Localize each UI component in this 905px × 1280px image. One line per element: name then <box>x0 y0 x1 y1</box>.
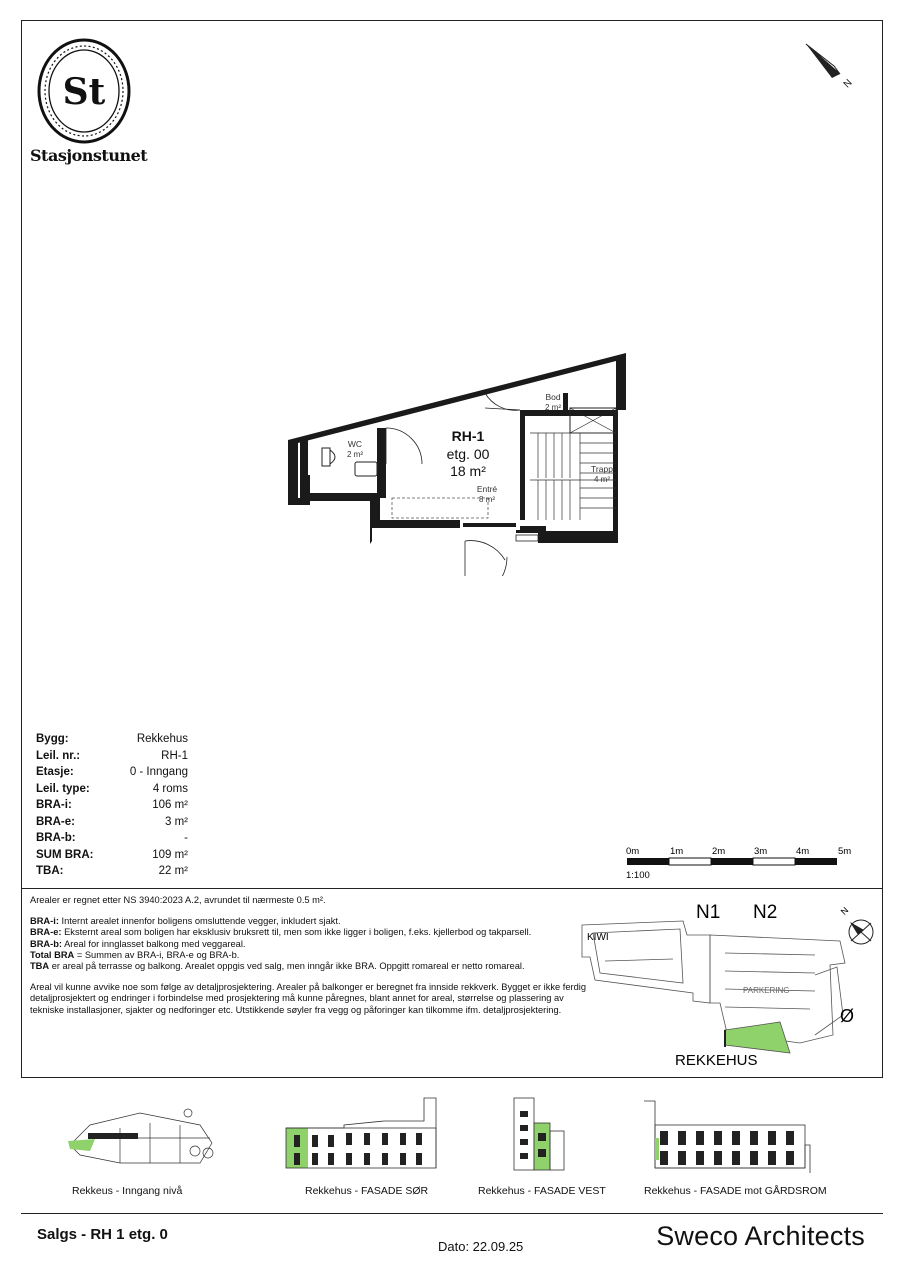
logo-emblem <box>36 37 132 145</box>
site-n1: N1 <box>696 902 721 923</box>
scale-tick-3: 3m <box>754 846 768 857</box>
info-row <box>36 764 188 781</box>
info-value: 4 roms <box>152 782 188 795</box>
def-term: BRA-e: <box>30 927 62 938</box>
thumb-facade-courtyard <box>640 1093 820 1173</box>
info-row <box>36 797 188 814</box>
scale-tick-1: 1m <box>670 846 684 857</box>
site-kiwi: KIWI <box>587 932 609 943</box>
room-wc-name: WC <box>347 439 363 449</box>
thumb-caption-courtyard: Rekkehus - FASADE mot GÅRDSROM <box>644 1185 827 1197</box>
scale-ratio: 1:100 <box>626 870 650 881</box>
unit-floor: etg. 00 <box>446 446 490 462</box>
thumb-plan <box>60 1093 220 1173</box>
site-plan <box>575 895 885 1075</box>
scale-tick-0: 0m <box>626 846 640 857</box>
thumb-caption-west: Rekkehus - FASADE VEST <box>478 1185 606 1197</box>
room-bod-area: 2 m² <box>545 403 561 412</box>
scale-tick-5: 5m <box>838 846 852 857</box>
info-key: BRA-e: <box>36 815 75 828</box>
info-key: TBA: <box>36 865 64 877</box>
thumb-facade-west <box>500 1093 580 1173</box>
def-term: BRA-b: <box>30 938 63 949</box>
scale-tick-2: 2m <box>712 846 726 857</box>
info-key: BRA-b: <box>36 832 76 844</box>
notes-intro: Arealer er regnet etter NS 3940:2023 A.2, avrundet til nærmeste 0.5 m². <box>30 895 326 905</box>
def-term: TBA <box>30 961 50 972</box>
thumb-facade-south <box>284 1093 444 1173</box>
def-text: = Summen av BRA-i, BRA-e og BRA-b. <box>74 949 240 960</box>
north-label: N <box>841 77 855 91</box>
unit-info-table <box>36 731 188 880</box>
info-value: RH-1 <box>161 749 188 762</box>
info-key: Etasje: <box>36 766 74 778</box>
notes-disclaimer: Areal vil kunne avvike noe som følge av detaljprosjektering. Arealer på balkonger er beregnet fra innside rekkverk. Bygget er ikke ferdig detaljprosjektert og endringer i forbindelse med prosjektering må kunne påregnes, blant annet for areal, størrelse og plassering av tekniske installasjoner, sjakter og nedforinger etc. Utstikkende søyler fra vegg og påforinger kan tilkomme ifm. detaljprosjektering. <box>30 982 587 1015</box>
info-value: 3 m² <box>165 815 188 828</box>
info-row <box>36 748 188 765</box>
info-row <box>36 814 188 831</box>
info-value: 0 - Inngang <box>129 766 188 778</box>
scale-bar <box>625 844 860 882</box>
def-text: Eksternt areal som boligen har eksklusiv bruksrett til, men som ikke ligger i boligen, f.eks. kjellerbod og takparsell. <box>61 927 532 938</box>
scale-tick-4: 4m <box>796 846 810 857</box>
unit-area: 18 m² <box>450 463 486 479</box>
site-compass-north: N <box>838 905 851 917</box>
room-entre-area: 8 m² <box>479 495 495 504</box>
room-trapp-area: 4 m² <box>594 475 610 484</box>
site-east: Ø <box>840 1006 855 1026</box>
room-trapp-name: Trapp <box>591 464 613 474</box>
site-rekkehus: REKKEHUS <box>675 1052 758 1069</box>
def-term: BRA-i: <box>30 916 59 927</box>
info-value: 106 m² <box>152 799 188 811</box>
def-text: Areal for innglasset balkong med veggareal. <box>62 938 246 949</box>
info-value: Rekkehus <box>136 733 188 745</box>
notes-definitions <box>30 916 590 972</box>
info-row <box>36 731 188 748</box>
title-block-divider <box>21 1213 883 1214</box>
info-value: - <box>184 832 188 844</box>
def-text: Internt arealet innenfor boligens omsluttende vegger, inkludert sjakt. <box>58 916 341 927</box>
site-compass-icon <box>839 905 873 944</box>
area-notes <box>30 895 590 1026</box>
room-bod-name: Bod <box>545 392 561 402</box>
info-key: Leil. nr.: <box>36 749 81 762</box>
thumb-caption-plan: Rekkeus - Inngang nivå <box>72 1185 183 1197</box>
info-key: Bygg: <box>36 733 69 745</box>
info-key: SUM BRA: <box>36 848 94 861</box>
info-value: 22 m² <box>158 865 188 877</box>
floor-plan <box>280 348 630 576</box>
def-text: er areal på terrasse og balkong. Arealet oppgis ved salg, men inngår ikke BRA. Oppgitt romareal er netto romareal. <box>49 961 525 972</box>
drawing-date: Dato: 22.09.25 <box>438 1239 524 1254</box>
info-key: Leil. type: <box>36 782 90 795</box>
info-value: 109 m² <box>152 848 188 861</box>
info-row <box>36 781 188 798</box>
info-key: BRA-i: <box>36 799 72 811</box>
notes-divider <box>21 888 883 889</box>
room-entre-name: Entré <box>476 484 498 494</box>
site-n2: N2 <box>753 902 778 923</box>
thumb-caption-south: Rekkehus - FASADE SØR <box>305 1185 429 1197</box>
room-wc-area: 2 m² <box>347 450 363 459</box>
logo-mark: St <box>62 71 106 113</box>
site-parkering: PARKERING <box>743 986 790 995</box>
unit-title: RH-1 <box>451 428 485 444</box>
drawing-title: Salgs - RH 1 etg. 0 <box>37 1226 168 1243</box>
north-arrow-icon <box>802 40 857 95</box>
info-row <box>36 863 188 880</box>
def-term: Total BRA <box>30 949 75 960</box>
info-row <box>36 830 188 847</box>
info-row <box>36 847 188 864</box>
firm-name: Sweco Architects <box>656 1221 865 1251</box>
logo-name: Stasjonstunet <box>30 146 148 165</box>
